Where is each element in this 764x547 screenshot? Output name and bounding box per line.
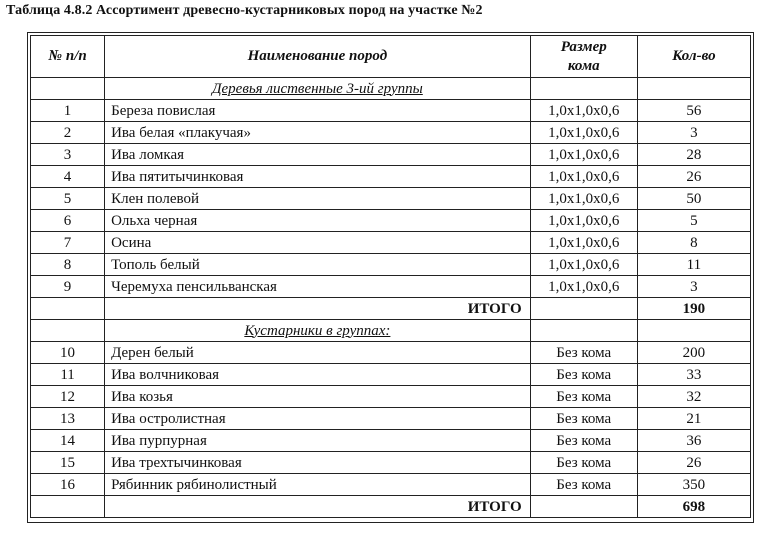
row-number: 8 (31, 254, 105, 276)
row-number: 9 (31, 276, 105, 298)
quantity: 56 (637, 100, 750, 122)
table-row (31, 408, 751, 430)
header-row (31, 36, 751, 78)
quantity: 28 (637, 144, 750, 166)
table-row (31, 166, 751, 188)
root-ball-size: Без кома (530, 342, 637, 364)
quantity: 3 (637, 122, 750, 144)
table-row (31, 474, 751, 496)
table-row (31, 364, 751, 386)
row-number: 10 (31, 342, 105, 364)
species-name: Тополь белый (105, 254, 531, 276)
table-frame (27, 32, 754, 523)
quantity: 33 (637, 364, 750, 386)
row-number: 6 (31, 210, 105, 232)
species-table (30, 35, 751, 518)
row-number: 5 (31, 188, 105, 210)
total-spacer (31, 298, 105, 320)
row-number: 3 (31, 144, 105, 166)
quantity: 200 (637, 342, 750, 364)
group-spacer (31, 78, 105, 100)
species-name: Ива волчниковая (105, 364, 531, 386)
quantity: 350 (637, 474, 750, 496)
group-spacer (31, 320, 105, 342)
header-name: Наименование пород (105, 36, 531, 78)
table-caption: Таблица 4.8.2 Ассортимент древесно-кустарниковых пород на участке №2 (6, 3, 483, 18)
total-label: ИТОГО (105, 496, 531, 518)
group-row (31, 320, 751, 342)
row-number: 14 (31, 430, 105, 452)
table-row (31, 386, 751, 408)
root-ball-size: 1,0х1,0х0,6 (530, 232, 637, 254)
quantity: 50 (637, 188, 750, 210)
species-name: Ива пурпурная (105, 430, 531, 452)
species-name: Береза повислая (105, 100, 531, 122)
table-row (31, 276, 751, 298)
root-ball-size: 1,0х1,0х0,6 (530, 144, 637, 166)
species-name: Ива остролистная (105, 408, 531, 430)
root-ball-size: 1,0х1,0х0,6 (530, 210, 637, 232)
species-name: Ива пятитычинковая (105, 166, 531, 188)
species-name: Ива трехтычинковая (105, 452, 531, 474)
group-spacer (637, 78, 750, 100)
table-row (31, 210, 751, 232)
group-spacer (530, 320, 637, 342)
species-name: Рябинник рябинолистный (105, 474, 531, 496)
table-row (31, 452, 751, 474)
root-ball-size: 1,0х1,0х0,6 (530, 166, 637, 188)
total-spacer (530, 298, 637, 320)
group-row (31, 78, 751, 100)
species-name: Ива белая «плакучая» (105, 122, 531, 144)
quantity: 11 (637, 254, 750, 276)
species-name: Осина (105, 232, 531, 254)
root-ball-size: 1,0х1,0х0,6 (530, 100, 637, 122)
total-label: ИТОГО (105, 298, 531, 320)
group-spacer (530, 78, 637, 100)
quantity: 8 (637, 232, 750, 254)
row-number: 4 (31, 166, 105, 188)
table-body (31, 78, 751, 518)
quantity: 36 (637, 430, 750, 452)
table-row (31, 430, 751, 452)
table-row (31, 100, 751, 122)
total-row (31, 496, 751, 518)
quantity: 26 (637, 166, 750, 188)
root-ball-size: Без кома (530, 364, 637, 386)
species-name: Клен полевой (105, 188, 531, 210)
table-row (31, 342, 751, 364)
row-number: 16 (31, 474, 105, 496)
row-number: 13 (31, 408, 105, 430)
total-spacer (31, 496, 105, 518)
table-row (31, 254, 751, 276)
table-row (31, 144, 751, 166)
group-spacer (637, 320, 750, 342)
quantity: 32 (637, 386, 750, 408)
root-ball-size: 1,0х1,0х0,6 (530, 254, 637, 276)
row-number: 2 (31, 122, 105, 144)
row-number: 15 (31, 452, 105, 474)
quantity: 5 (637, 210, 750, 232)
header-qty: Кол-во (637, 36, 750, 78)
total-value: 190 (637, 298, 750, 320)
root-ball-size: 1,0х1,0х0,6 (530, 122, 637, 144)
group-title: Деревья лиственные 3-ий группы (105, 78, 531, 100)
table-row (31, 232, 751, 254)
species-name: Ольха черная (105, 210, 531, 232)
header-size (530, 36, 637, 78)
group-title: Кустарники в группах: (105, 320, 531, 342)
row-number: 7 (31, 232, 105, 254)
row-number: 1 (31, 100, 105, 122)
species-name: Ива ломкая (105, 144, 531, 166)
total-spacer (530, 496, 637, 518)
total-row (31, 298, 751, 320)
root-ball-size: Без кома (530, 408, 637, 430)
species-name: Черемуха пенсильванская (105, 276, 531, 298)
total-value: 698 (637, 496, 750, 518)
species-name: Дерен белый (105, 342, 531, 364)
header-size-line1: Размер (560, 38, 607, 55)
quantity: 21 (637, 408, 750, 430)
root-ball-size: 1,0х1,0х0,6 (530, 188, 637, 210)
root-ball-size: 1,0х1,0х0,6 (530, 276, 637, 298)
row-number: 11 (31, 364, 105, 386)
root-ball-size: Без кома (530, 386, 637, 408)
species-name: Ива козья (105, 386, 531, 408)
header-num: № п/п (31, 36, 105, 78)
root-ball-size: Без кома (530, 452, 637, 474)
root-ball-size: Без кома (530, 430, 637, 452)
quantity: 3 (637, 276, 750, 298)
root-ball-size: Без кома (530, 474, 637, 496)
table-row (31, 122, 751, 144)
quantity: 26 (637, 452, 750, 474)
row-number: 12 (31, 386, 105, 408)
table-row (31, 188, 751, 210)
header-size-line2: кома (567, 57, 600, 74)
